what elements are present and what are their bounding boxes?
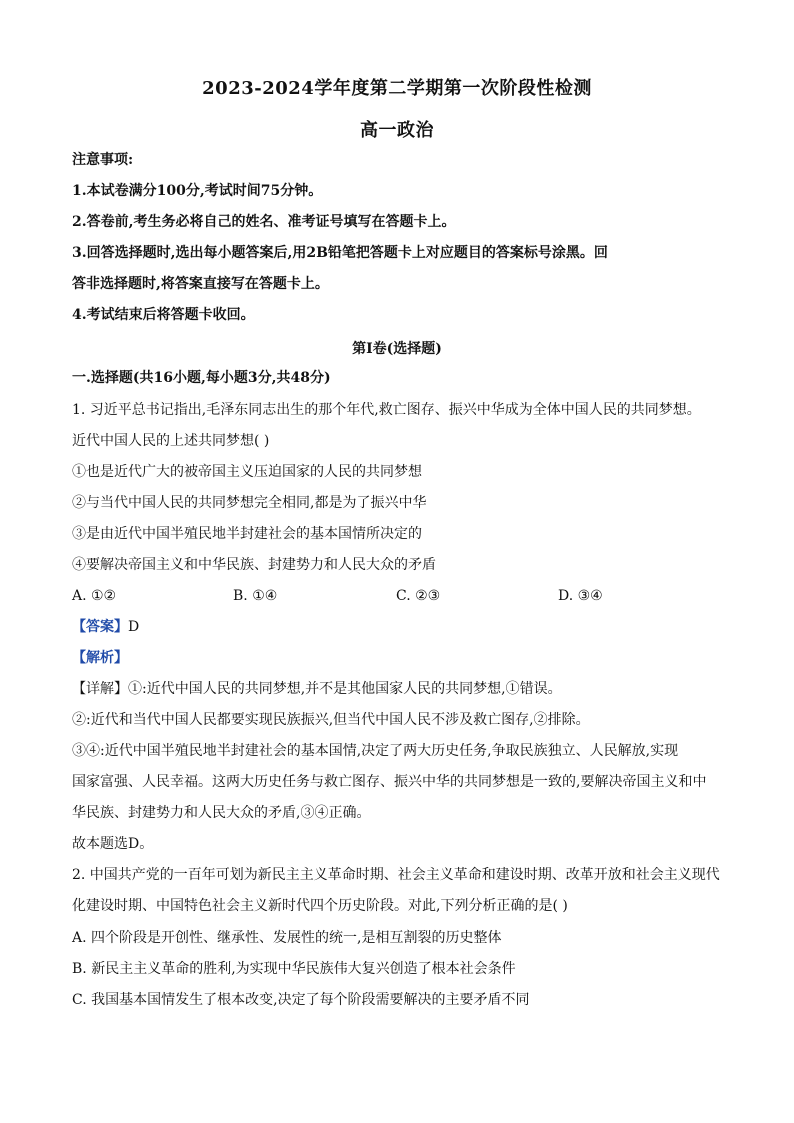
q2-stem-line: 化建设时期、中国特色社会主义新时代四个历史阶段。对此,下列分析正确的是( ) xyxy=(72,898,568,914)
q1-statement: ②与当代中国人民的共同梦想完全相同,都是为了振兴中华 xyxy=(72,495,427,511)
q1-answer xyxy=(72,617,139,637)
detail-tag: 【详解】 xyxy=(72,681,128,697)
q1-stem-line: 近代中国人民的上述共同梦想( ) xyxy=(72,433,270,449)
answer-value: D xyxy=(128,619,140,635)
detail-text: ①:近代中国人民的共同梦想,并不是其他国家人民的共同梦想,①错误。 xyxy=(128,681,562,697)
answer-tag: 【答案】 xyxy=(72,619,128,635)
q1-statement: ③是由近代中国半殖民地半封建社会的基本国情所决定的 xyxy=(72,526,422,542)
notice-item: 3.回答选择题时,选出每小题答案后,用2B铅笔把答题卡上对应题目的答案标号涂黑。回 xyxy=(72,245,608,261)
exam-subject: 高一政治 xyxy=(360,120,434,141)
q2-stem-line: 2. 中国共产党的一百年可划为新民主主义革命时期、社会主义革命和建设时期、改革开放和社会主义现代 xyxy=(72,867,720,883)
q1-detail-line: ②:近代和当代中国人民都要实现民族振兴,但当代中国人民不涉及救亡图存,②排除。 xyxy=(72,712,590,728)
exam-title: 2023-2024学年度第二学期第一次阶段性检测 xyxy=(202,78,592,99)
notice-heading: 注意事项: xyxy=(72,152,134,168)
notice-item: 4.考试结束后将答题卡收回。 xyxy=(72,307,255,323)
notice-item: 答非选择题时,将答案直接写在答题卡上。 xyxy=(72,276,329,292)
q1-stem-line: 1. 习近平总书记指出,毛泽东同志出生的那个年代,救亡图存、振兴中华成为全体中国人民的共同梦想。 xyxy=(72,402,701,418)
q1-detail-line: ③④:近代中国半殖民地半封建社会的基本国情,决定了两大历史任务,争取民族独立、人民解放,实现 xyxy=(72,743,679,759)
q2-option-c: C. 我国基本国情发生了根本改变,决定了每个阶段需要解决的主要矛盾不同 xyxy=(72,992,530,1008)
q1-detail-line: 华民族、封建势力和人民大众的矛盾,③④正确。 xyxy=(72,805,371,821)
q1-analysis xyxy=(72,648,128,668)
q1-option-b: B. ①④ xyxy=(233,588,278,604)
part-heading: 一.选择题(共16小题,每小题3分,共48分) xyxy=(72,370,331,386)
q1-detail-line: 国家富强、人民幸福。这两大历史任务与救亡图存、振兴中华的共同梦想是一致的,要解决帝国主义和中 xyxy=(72,774,707,790)
q1-conclusion: 故本题选D。 xyxy=(72,836,154,852)
q1-detail-line xyxy=(72,679,562,699)
q1-statement: ④要解决帝国主义和中华民族、封建势力和人民大众的矛盾 xyxy=(72,557,436,573)
notice-item: 1.本试卷满分100分,考试时间75分钟。 xyxy=(72,183,323,199)
q1-option-a: A. ①② xyxy=(72,588,117,604)
q1-statement: ①也是近代广大的被帝国主义压迫国家的人民的共同梦想 xyxy=(72,464,422,480)
volume-heading: 第Ⅰ卷(选择题) xyxy=(352,341,442,357)
q2-option-b: B. 新民主主义革命的胜利,为实现中华民族伟大复兴创造了根本社会条件 xyxy=(72,961,516,977)
notice-item: 2.答卷前,考生务必将自己的姓名、准考证号填写在答题卡上。 xyxy=(72,214,456,230)
analysis-tag: 【解析】 xyxy=(72,650,128,666)
q1-option-c: C. ②③ xyxy=(396,588,441,604)
q1-option-d: D. ③④ xyxy=(558,588,603,604)
q2-option-a: A. 四个阶段是开创性、继承性、发展性的统一,是相互割裂的历史整体 xyxy=(72,930,502,946)
